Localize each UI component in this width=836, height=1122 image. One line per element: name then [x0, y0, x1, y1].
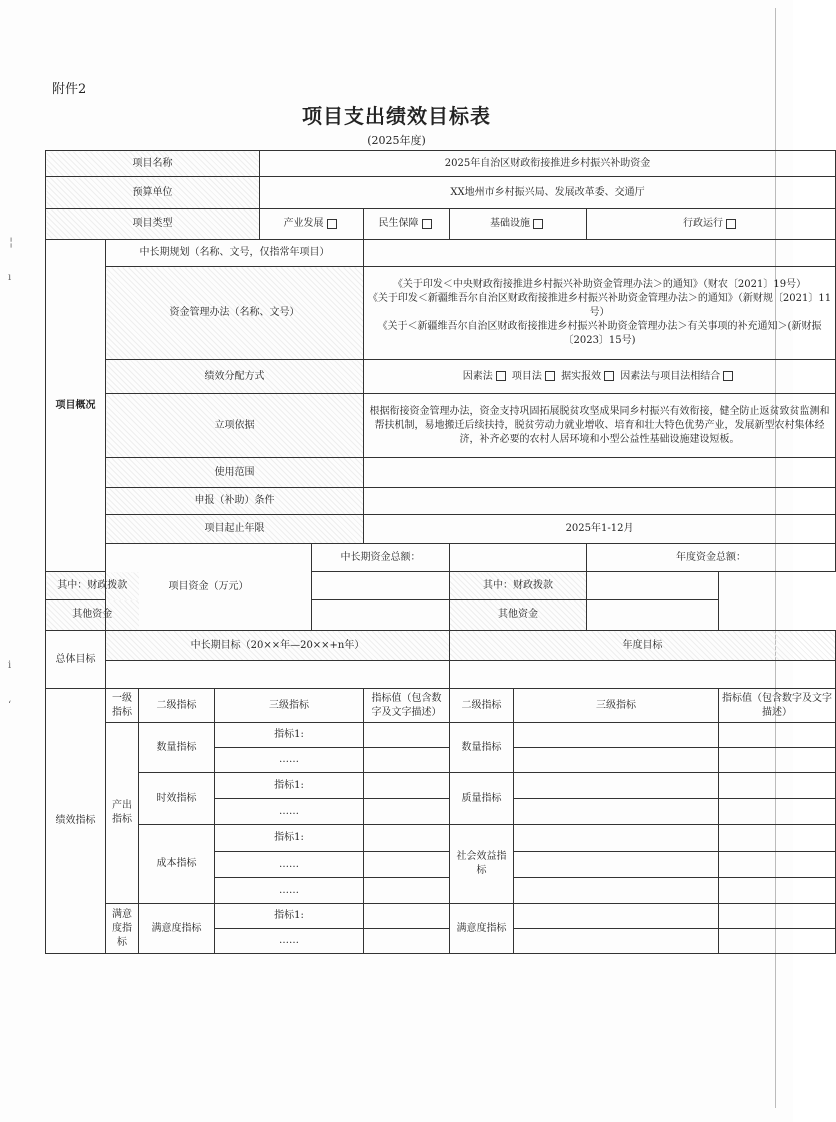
indicator-right-cell [514, 723, 719, 748]
performance-table [45, 150, 836, 954]
indicator-right-cell [514, 748, 719, 773]
year-fiscal-value [587, 572, 719, 600]
quality-label: 质量指标 [450, 773, 514, 825]
funds-method-label: 资金管理办法（名称、文号） [106, 267, 364, 360]
funds-method-line: 《关于＜新疆维吾尔自治区财政衔接推进乡村振兴补助资金管理办法＞有关事项的补充通知＞(新财振〔2023〕15号) [377, 321, 822, 346]
project-type-label: 项目类型 [46, 209, 260, 240]
indicator-right-cell [514, 929, 719, 954]
project-name-value: 2025年自治区财政衔接推进乡村振兴补助资金 [260, 151, 836, 177]
value-right-cell [719, 852, 836, 878]
checkbox-icon[interactable] [545, 371, 555, 381]
perf-h-l2: 二级指标 [139, 689, 215, 723]
quantity-right-label: 数量指标 [450, 723, 514, 773]
scan-mark: ı [8, 272, 12, 283]
mid-total-value [450, 544, 587, 572]
scope-value [364, 458, 836, 488]
satisfaction-label: 满意度指标 [139, 904, 215, 954]
scan-mark: ⅰ [8, 660, 12, 671]
indicator-cell: …… [215, 748, 364, 773]
indicator-right-cell [514, 904, 719, 929]
year-other-label: 其他资金 [450, 600, 587, 631]
page-title: 项目支出绩效目标表 [302, 104, 491, 128]
year-fiscal-label: 其中：财政拨款 [450, 572, 587, 600]
perf-h-val: 指标值（包含数字及文字描述） [364, 689, 450, 723]
year-goal-label: 年度目标 [450, 631, 836, 661]
satisfaction-right-label: 满意度指标 [450, 904, 514, 954]
overview-label: 项目概况 [46, 240, 106, 572]
budget-unit-value: XX地州市乡村振兴局、发展改革委、交通厅 [260, 177, 836, 209]
quantity-label: 数量指标 [139, 723, 215, 773]
indicator-right-cell [514, 878, 719, 904]
funds-label: 项目资金（万元） [106, 544, 312, 631]
budget-unit-label: 预算单位 [46, 177, 260, 209]
value-cell [364, 748, 450, 773]
indicator-right-cell [514, 825, 719, 852]
indicator-right-cell [514, 852, 719, 878]
value-cell [364, 852, 450, 878]
mid-plan-label: 中长期规划（名称、文号，仅指常年项目） [106, 240, 364, 267]
social-label: 社会效益指标 [450, 825, 514, 904]
project-name-label: 项目名称 [46, 151, 260, 177]
timeliness-label: 时效指标 [139, 773, 215, 825]
mid-other-value [312, 600, 450, 631]
mid-fiscal-label: 其中：财政拨款 [46, 572, 139, 600]
indicator-cell: 指标1: [215, 904, 364, 929]
scan-mark: ╎ [8, 238, 15, 249]
value-right-cell [719, 799, 836, 825]
funds-method-line: 《关于印发＜新疆维吾尔自治区财政衔接推进乡村振兴补助资金管理办法＞的通知》（新财规〔2021〕11号） [367, 293, 832, 318]
year-label: (2025年度) [367, 134, 426, 147]
value-cell [364, 799, 450, 825]
goals-label: 总体目标 [46, 631, 106, 689]
indicator-cell: 指标1: [215, 773, 364, 799]
year-other-value [587, 600, 719, 631]
indicator-cell: 指标1: [215, 723, 364, 748]
cost-label: 成本指标 [139, 825, 215, 904]
apply-label: 申报（补助）条件 [106, 488, 364, 515]
value-cell [364, 904, 450, 929]
perf-h-l1: 一级指标 [106, 689, 139, 723]
value-right-cell [719, 904, 836, 929]
type-infrastructure[interactable]: 基础设施 [450, 209, 587, 240]
checkbox-icon[interactable] [604, 371, 614, 381]
checkbox-icon[interactable] [726, 219, 736, 229]
checkbox-icon[interactable] [533, 219, 543, 229]
alloc-options[interactable]: 因素法 项目法 据实报效 因素法与项目法相结合 [364, 360, 836, 394]
mid-plan-value [364, 240, 836, 267]
mid-goal-value [106, 661, 450, 689]
basis-value: 根据衔接资金管理办法，资金支持巩固拓展脱贫攻坚成果同乡村振兴有效衔接，健全防止返贫致贫监测和帮扶机制，易地搬迁后续扶持，脱贫劳动力就业增收、培育和壮大特色优势产业，发展新型农村集体经济，补齐必要的农村人居环境和小型公益性基础设施建设短板。 [364, 394, 836, 458]
type-industry[interactable]: 产业发展 [260, 209, 364, 240]
mid-fiscal-value [312, 572, 450, 600]
checkbox-icon[interactable] [723, 371, 733, 381]
basis-label: 立项依据 [106, 394, 364, 458]
indicator-right-cell [514, 773, 719, 799]
perf-h-l3: 三级指标 [215, 689, 364, 723]
value-right-cell [719, 773, 836, 799]
value-right-cell [719, 878, 836, 904]
checkbox-icon[interactable] [327, 219, 337, 229]
perf-h-l2-right: 二级指标 [450, 689, 514, 723]
indicator-right-cell [514, 799, 719, 825]
output-label: 产出指标 [106, 723, 139, 904]
indicator-cell: …… [215, 799, 364, 825]
mid-other-label: 其他资金 [46, 600, 139, 631]
value-right-cell [719, 748, 836, 773]
funds-method-line: 《关于印发＜中央财政衔接推进乡村振兴补助资金管理办法＞的通知》（财农〔2021〕19号） [392, 279, 807, 290]
mid-goal-label: 中长期目标（20××年—20××+n年） [106, 631, 450, 661]
year-goal-value [450, 661, 836, 689]
checkbox-icon[interactable] [422, 219, 432, 229]
indicator-cell: …… [215, 852, 364, 878]
scope-label: 使用范围 [106, 458, 364, 488]
mid-total-label: 中长期资金总额： [312, 544, 450, 572]
period-value: 2025年1-12月 [364, 515, 836, 544]
value-cell [364, 773, 450, 799]
indicator-cell: …… [215, 878, 364, 904]
value-cell [364, 825, 450, 852]
value-cell [364, 723, 450, 748]
value-cell [364, 878, 450, 904]
period-label: 项目起止年限 [106, 515, 364, 544]
perf-label: 绩效指标 [46, 689, 106, 954]
alloc-label: 绩效分配方式 [106, 360, 364, 394]
indicator-cell: 指标1: [215, 825, 364, 852]
value-right-cell [719, 929, 836, 954]
satisfaction-l1-label: 满意度指标 [106, 904, 139, 954]
year-total-label: 年度资金总额： [587, 544, 836, 572]
value-cell [364, 929, 450, 954]
perf-h-val-right: 指标值（包含数字及文字描述） [719, 689, 836, 723]
perf-h-l3-right: 三级指标 [514, 689, 719, 723]
type-administration[interactable]: 行政运行 [587, 209, 836, 240]
apply-value [364, 488, 836, 515]
checkbox-icon[interactable] [496, 371, 506, 381]
attachment-label: 附件2 [52, 82, 87, 97]
indicator-cell: …… [215, 929, 364, 954]
value-right-cell [719, 723, 836, 748]
type-livelihood[interactable]: 民生保障 [364, 209, 450, 240]
value-right-cell [719, 825, 836, 852]
scan-mark: ʻ [8, 700, 12, 711]
funds-method-value [364, 267, 836, 360]
